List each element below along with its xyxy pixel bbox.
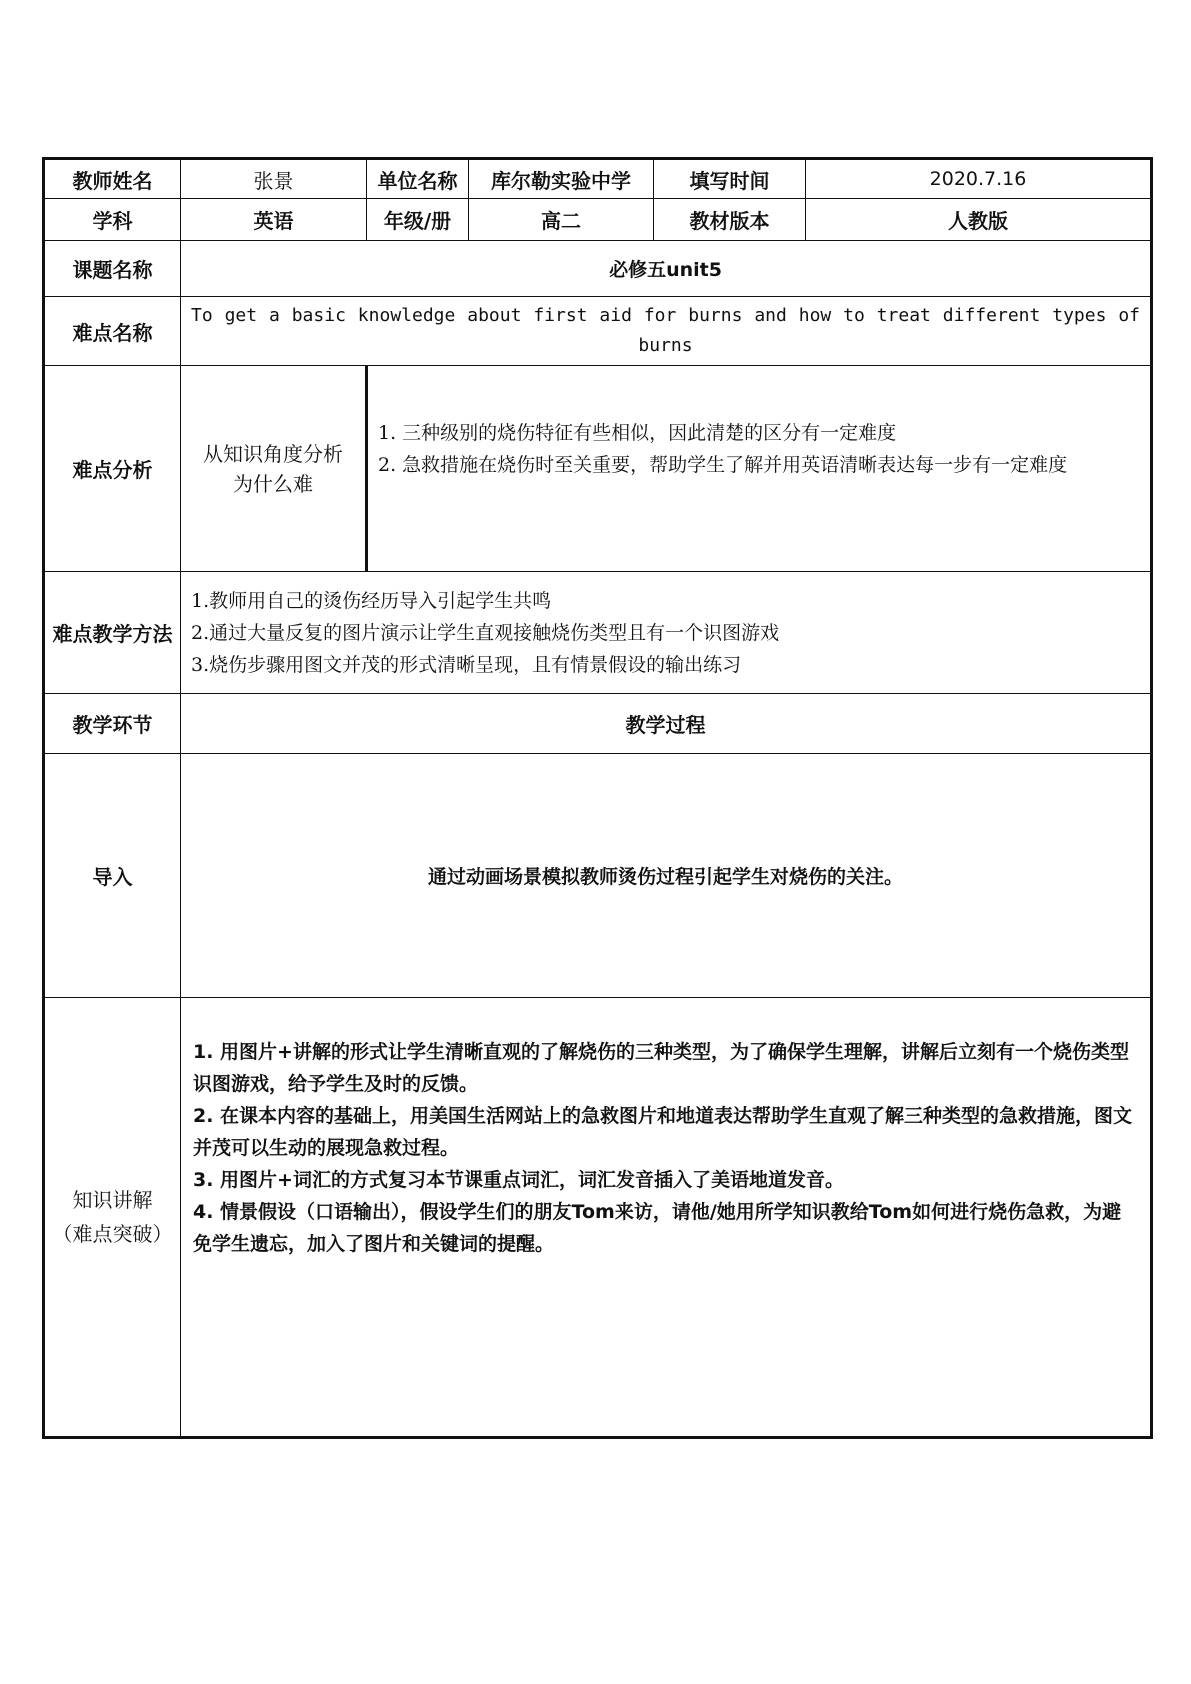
knowledge-points	[181, 998, 1152, 1438]
lesson-plan-table	[42, 157, 1153, 1439]
process-label: 教学环节	[44, 694, 181, 754]
method-point: 2.通过大量反复的图片演示让学生直观接触烧伤类型且有一个识图游戏	[191, 621, 780, 644]
topic-value: 必修五unit5	[181, 241, 1152, 297]
methods-label: 难点教学方法	[44, 572, 181, 694]
analysis-point: 1. 三种级别的烧伤特征有些相似，因此清楚的区分有一定难度	[378, 421, 897, 444]
analysis-point: 2. 急救措施在烧伤时至关重要，帮助学生了解并用英语清晰表达每一步有一定难度	[378, 453, 1068, 476]
unit-value: 库尔勒实验中学	[469, 159, 654, 199]
analysis-points	[367, 366, 1152, 572]
grade-label: 年级/册	[367, 199, 469, 241]
difficulty-value: To get a basic knowledge about first aid for burns and how to treat different types of burns	[181, 297, 1152, 366]
teacher-value: 张景	[181, 159, 367, 199]
knowledge-point: 1. 用图片+讲解的形式让学生清晰直观的了解烧伤的三种类型，为了确保学生理解，讲解后立刻有一个烧伤类型识图游戏，给予学生及时的反馈。	[193, 1041, 1129, 1095]
intro-value: 通过动画场景模拟教师烫伤过程引起学生对烧伤的关注。	[181, 754, 1152, 998]
teacher-label: 教师姓名	[44, 159, 181, 199]
knowledge-label	[44, 998, 181, 1438]
unit-label: 单位名称	[367, 159, 469, 199]
topic-label: 课题名称	[44, 241, 181, 297]
edition-value: 人教版	[806, 199, 1152, 241]
analysis-sub-label: 从知识角度分析为什么难	[181, 366, 367, 572]
methods-points	[181, 572, 1152, 694]
date-label: 填写时间	[654, 159, 806, 199]
method-point: 1.教师用自己的烫伤经历导入引起学生共鸣	[191, 589, 552, 612]
analysis-label: 难点分析	[44, 366, 181, 572]
knowledge-label-line2: （难点突破）	[52, 1222, 173, 1246]
difficulty-label: 难点名称	[44, 297, 181, 366]
intro-label: 导入	[44, 754, 181, 998]
date-value: 2020.7.16	[806, 159, 1152, 199]
grade-value: 高二	[469, 199, 654, 241]
knowledge-label-line1: 知识讲解	[72, 1188, 153, 1212]
method-point: 3.烧伤步骤用图文并茂的形式清晰呈现，且有情景假设的输出练习	[191, 653, 742, 676]
subject-label: 学科	[44, 199, 181, 241]
knowledge-point: 2. 在课本内容的基础上，用美国生活网站上的急救图片和地道表达帮助学生直观了解三种类型的急救措施，图文并茂可以生动的展现急救过程。	[193, 1105, 1133, 1159]
subject-value: 英语	[181, 199, 367, 241]
process-value: 教学过程	[181, 694, 1152, 754]
knowledge-point: 4. 情景假设（口语输出），假设学生们的朋友Tom来访，请他/她用所学知识教给Tom如何进行烧伤急救，为避免学生遗忘，加入了图片和关键词的提醒。	[193, 1201, 1122, 1255]
knowledge-point: 3. 用图片+词汇的方式复习本节课重点词汇，词汇发音插入了美语地道发音。	[193, 1169, 844, 1191]
edition-label: 教材版本	[654, 199, 806, 241]
